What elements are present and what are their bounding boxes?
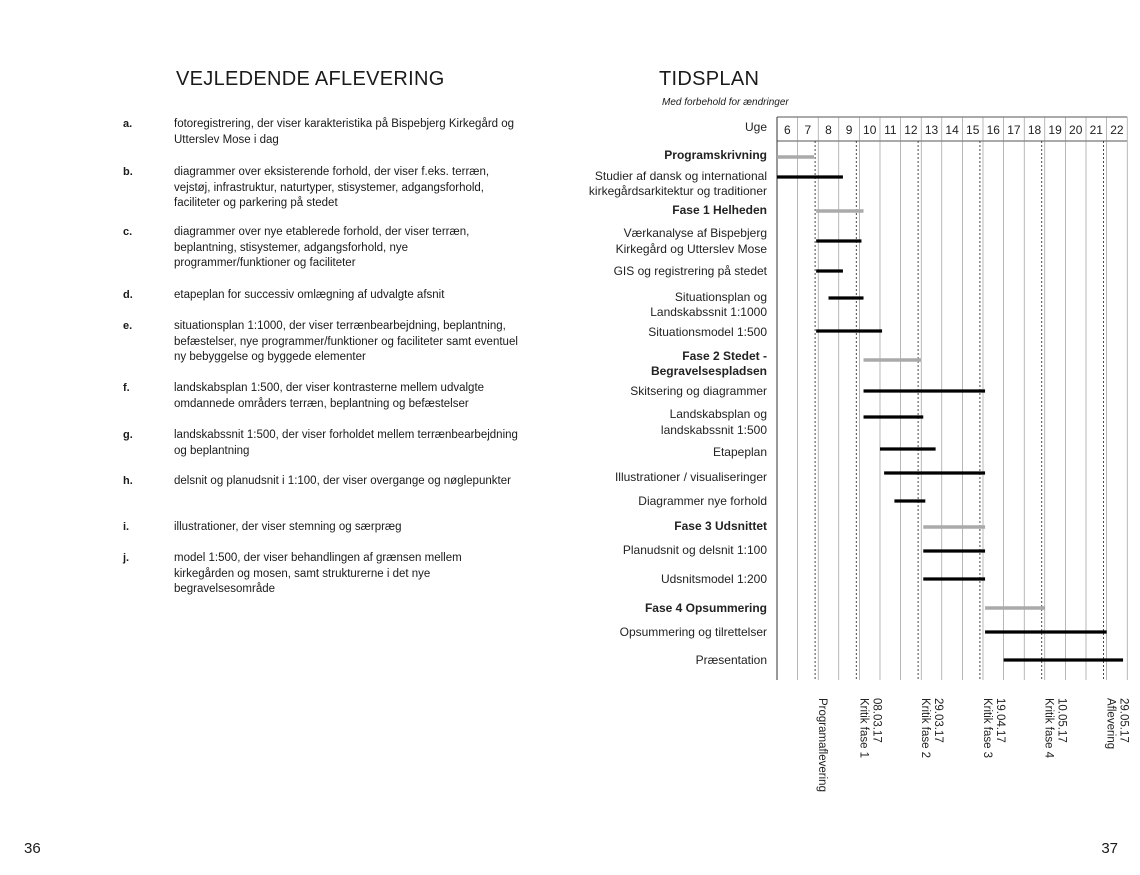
week-tick-label: 14: [945, 123, 959, 137]
task-label: Situationsmodel 1:500: [648, 325, 767, 339]
deliverable-text: fotoregistrering, der viser karakteristika på Bispebjerg Kirkegård og Utterslev Mose i dag: [174, 118, 515, 146]
deliverable-letter: b.: [123, 166, 133, 178]
week-tick-label: 18: [1027, 123, 1042, 137]
phase-label: Fase 2 Stedet -: [682, 349, 767, 363]
week-tick-label: 8: [825, 123, 832, 137]
deliverable-text: landskabsplan 1:500, der viser kontrasterne mellem udvalgte omdannede områders terræn, beplantning og befæstelser: [174, 382, 485, 410]
deliverable-letter: e.: [123, 320, 133, 332]
schedule-subtitle: Med forbehold for ændringer: [662, 97, 789, 108]
phase-label: Fase 3 Udsnittet: [674, 519, 767, 533]
milestone-label: [981, 698, 1006, 758]
deliverable-letter: j.: [123, 552, 130, 564]
week-tick-label: 19: [1048, 123, 1062, 137]
task-label: Udsnitsmodel 1:200: [660, 572, 767, 586]
week-tick-label: 20: [1069, 123, 1083, 137]
deliverable-letter: h.: [123, 475, 133, 487]
right-page-title: TIDSPLAN: [659, 68, 760, 90]
task-label: Planudsnit og delsnit 1:100: [622, 543, 767, 557]
task-label: Etapeplan: [712, 445, 767, 459]
task-label: Skitsering og diagrammer: [630, 384, 767, 398]
milestone-label-line: 10.05.17: [1055, 698, 1068, 743]
page-number-right: 37: [1101, 840, 1118, 857]
task-label: Opsummering og tilrettelser: [619, 625, 767, 639]
milestone-label-line: Programaflevering: [816, 698, 829, 792]
task-label: Illustrationer / visualiseringer: [614, 470, 767, 484]
task-label: Situationsplan og: [674, 290, 767, 304]
deliverable-text: delsnit og planudsnit i 1:100, der viser overgange og nøglepunkter: [174, 475, 511, 487]
milestone-label: [857, 698, 882, 758]
milestone-label-line: Kritik fase 4: [1042, 698, 1055, 759]
deliverable-letter: c.: [123, 226, 133, 238]
task-label: Diagrammer nye forhold: [638, 494, 767, 508]
phase-label: Begravelsespladsen: [650, 364, 767, 378]
deliverable-text: model 1:500, der viser behandlingen af grænsen mellem kirkegården og mosen, samt strukturerne i det nye begravelsesområde: [174, 552, 462, 596]
week-tick-label: 10: [863, 123, 877, 137]
phase-label: Fase 4 Opsummering: [644, 601, 767, 615]
task-label: Landskabssnit 1:1000: [650, 305, 767, 319]
task-label: kirkegårdsarkitektur og traditioner: [588, 184, 767, 198]
milestone-label-line: Kritik fase 2: [919, 698, 932, 759]
page-number-left: 36: [24, 840, 41, 857]
deliverable-text: diagrammer over eksisterende forhold, der viser f.eks. terræn, vejstøj, infrastruktur, naturtyper, stisystemer, adgangsforhold, faciliteter og parkering på stedet: [174, 166, 490, 210]
milestone-label: [1043, 698, 1068, 759]
left-page-title: VEJLEDENDE AFLEVERING: [176, 68, 445, 90]
deliverable-letter: d.: [123, 289, 133, 301]
task-label: Studier af dansk og international: [594, 169, 767, 183]
milestone-label-line: 29.05.17: [1117, 698, 1130, 743]
milestone-label-line: 19.04.17: [993, 698, 1006, 743]
milestone-label-line: Kritik fase 1: [857, 698, 870, 759]
milestone-label: [816, 698, 828, 792]
deliverable-text: situationsplan 1:1000, der viser terrænbearbejdning, beplantning, befæstelser, nye programmer/funktioner og faciliteter samt eventuel ny bebyggelse og byggede elementer: [174, 320, 518, 364]
task-label: Kirkegård og Utterslev Mose: [615, 242, 767, 256]
task-label: Værkanalyse af Bispebjerg: [623, 226, 767, 240]
week-tick-label: 13: [924, 123, 939, 137]
week-tick-label: 21: [1089, 123, 1103, 137]
milestone-label: [919, 698, 944, 758]
deliverable-letter: i.: [123, 521, 130, 533]
milestone-label-line: Kritik fase 3: [980, 698, 993, 759]
task-label: landskabssnit 1:500: [660, 423, 767, 437]
week-tick-label: 17: [1007, 123, 1021, 137]
deliverable-text: diagrammer over nye etablerede forhold, der viser terræn, beplantning, stisystemer, adgangsforhold, nye programmer/funktioner og faciliteter: [174, 226, 470, 270]
task-label: Landskabsplan og: [669, 407, 767, 421]
deliverable-text: illustrationer, der viser stemning og særpræg: [174, 521, 402, 533]
deliverable-letter: f.: [123, 382, 130, 394]
deliverable-letter: a.: [123, 118, 133, 130]
week-tick-label: 6: [783, 123, 791, 137]
task-label: Præsentation: [695, 653, 767, 667]
week-tick-label: 15: [966, 123, 980, 137]
week-tick-label: 12: [904, 123, 918, 137]
milestone-label-line: Aflevering: [1104, 698, 1117, 750]
week-axis-label: Uge: [744, 120, 767, 134]
milestone-label-line: 29.03.17: [932, 698, 945, 743]
deliverable-text: landskabssnit 1:500, der viser forholdet mellem terrænbearbejdning og beplantning: [174, 429, 518, 457]
week-tick-label: 7: [804, 123, 812, 137]
week-tick-label: 16: [986, 123, 1000, 137]
phase-label: Programskrivning: [664, 148, 767, 162]
week-tick-label: 22: [1110, 123, 1124, 137]
milestone-label-line: 08.03.17: [870, 698, 883, 743]
deliverable-letter: g.: [123, 429, 133, 441]
milestone-label: [1105, 698, 1130, 749]
task-label: GIS og registrering på stedet: [613, 264, 767, 278]
deliverable-text: etapeplan for successiv omlægning af udvalgte afsnit: [174, 289, 445, 301]
week-tick-label: 9: [845, 123, 853, 137]
phase-label: Fase 1 Helheden: [672, 203, 767, 217]
week-tick-label: 11: [884, 123, 897, 137]
